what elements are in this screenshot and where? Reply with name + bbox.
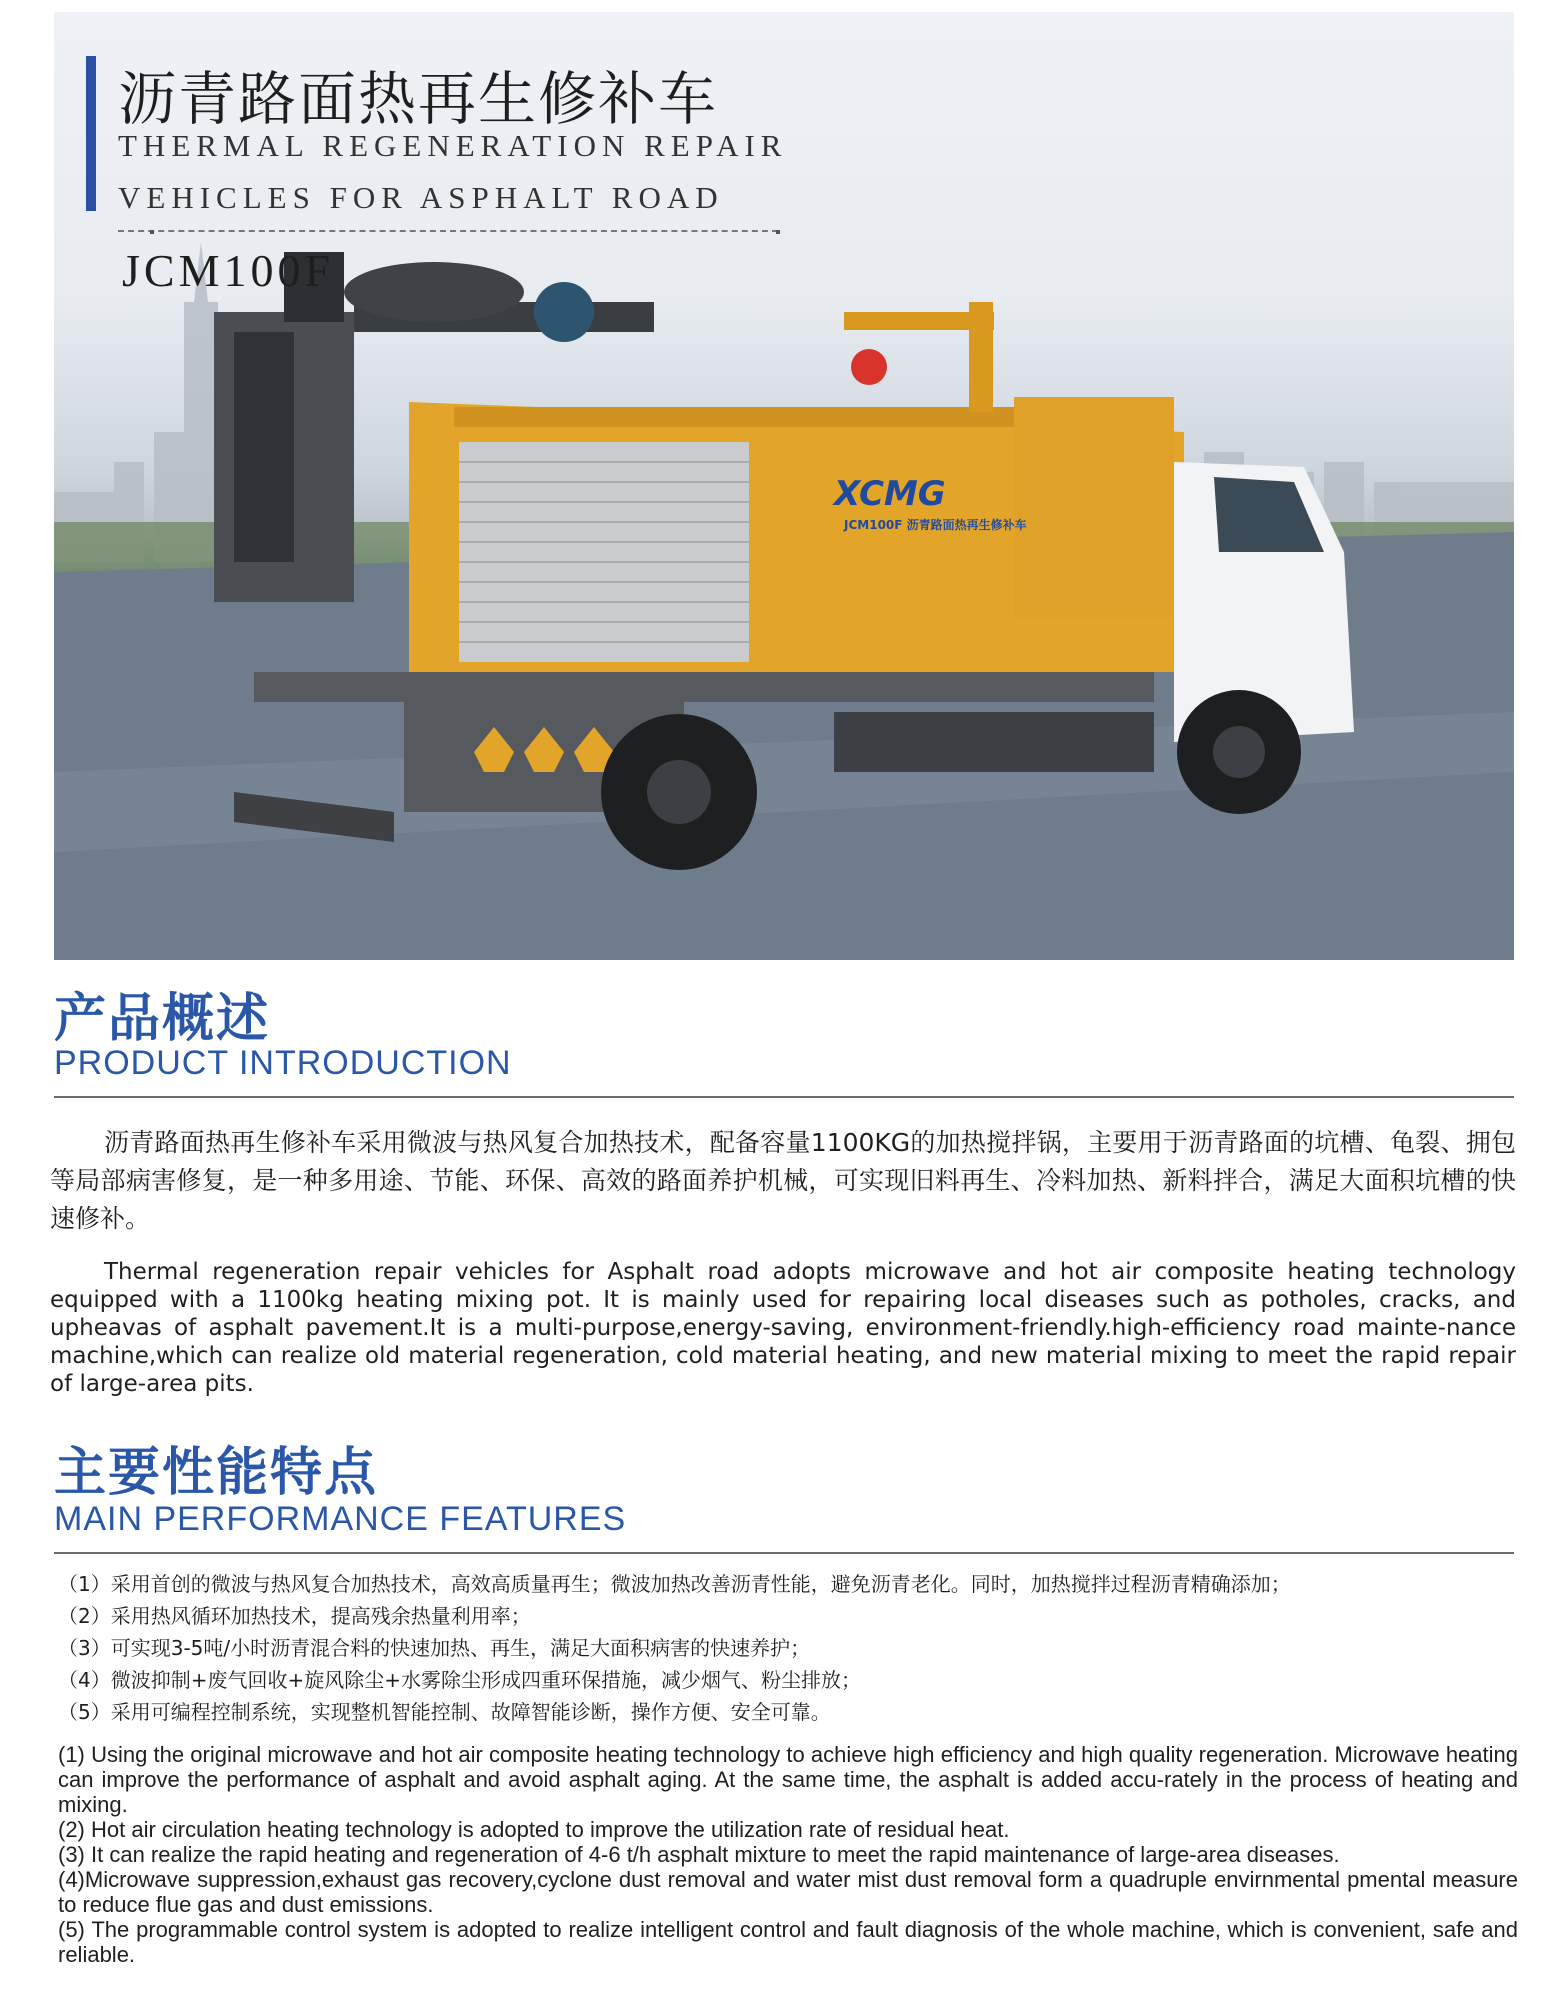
xcmg-logo: XCMG xyxy=(834,474,946,514)
feature-item-cn: （3）可实现3-5吨/小时沥青混合料的快速加热、再生，满足大面积病害的快速养护； xyxy=(58,1636,811,1660)
feature-item-cn: （2）采用热风循环加热技术，提高残余热量利用率； xyxy=(58,1604,531,1628)
roller-shutter xyxy=(459,442,749,662)
truck-model-plate: JCM100F 沥青路面热再生修补车 xyxy=(844,518,1027,532)
feature-item-cn: （4）微波抑制+废气回收+旋风除尘+水雾除尘形成四重环保措施，减少烟气、粉尘排放； xyxy=(58,1668,861,1692)
chassis xyxy=(254,672,1154,702)
feature-item-en: (1) Using the original microwave and hot air composite heating technology to achieve high efficiency and high quality regeneration. Microwave heating can improve the performance of asphalt and avoid asphalt aging. At the same time, the asphalt is added accu-rately in the process of heating and mixing. xyxy=(58,1742,1518,1817)
features-list-en xyxy=(58,1742,1518,1967)
feature-item-en: (2) Hot air circulation heating technology is adopted to improve the utilization rate of residual heat. xyxy=(58,1817,1010,1842)
intro-text-en: Thermal regeneration repair vehicles for Asphalt road adopts microwave and hot air composite heating technology equipped with a 1100kg heating mixing pot. It is mainly used for repairing local diseases such as potholes, cracks, and upheavas of asphalt pavement.It is a multi-purpose,energy-saving, environment-friendly.high-efficiency road mainte-nance machine,which can realize old material regeneration, cold material heating, and new material mixing to meet the rapid repair of large-area pits. xyxy=(50,1259,1516,1397)
features-heading-cn: 主要性能特点 xyxy=(54,1443,379,1503)
title-divider xyxy=(118,230,778,232)
intro-heading-cn: 产品概述 xyxy=(54,989,271,1049)
features-divider xyxy=(54,1552,1514,1554)
intro-text-cn: 沥青路面热再生修补车采用微波与热风复合加热技术，配备容量1100KG的加热搅拌锅，主要用于沥青路面的坑槽、龟裂、拥包等局部病害修复，是一种多用途、节能、环保、高效的路面养护机械，可实现旧料再生、冷料加热、新料拌合，满足大面积坑槽的快速修补。 xyxy=(50,1128,1516,1233)
title-accent-bar xyxy=(86,56,96,211)
model-number: JCM100F xyxy=(122,245,335,296)
features-list-cn xyxy=(58,1568,1291,1728)
divider-dot xyxy=(776,230,780,234)
feature-item-en: (5) The programmable control system is adopted to realize intelligent control and fault diagnosis of the whole machine, which is convenient, safe and reliable. xyxy=(58,1917,1518,1967)
intro-heading-en: PRODUCT INTRODUCTION xyxy=(54,1044,512,1082)
page-title-en-line1: THERMAL REGENERATION REPAIR xyxy=(118,128,788,163)
page-title-en-line2: VEHICLES FOR ASPHALT ROAD xyxy=(118,180,724,215)
page-title-cn: 沥青路面热再生修补车 xyxy=(118,65,719,133)
feature-item-en: (3) It can realize the rapid heating and regeneration of 4-6 t/h asphalt mixture to meet the rapid maintenance of large-area diseases. xyxy=(58,1842,1340,1867)
divider-dot xyxy=(150,230,154,234)
feature-item-cn: （1）采用首创的微波与热风复合加热技术，高效高质量再生；微波加热改善沥青性能，避免沥青老化。同时，加热搅拌过程沥青精确添加； xyxy=(58,1572,1291,1596)
features-heading-en: MAIN PERFORMANCE FEATURES xyxy=(54,1500,627,1538)
feature-item-en: (4)Microwave suppression,exhaust gas recovery,cyclone dust removal and water mist dust removal form a quadruple envirnmental pmental measure to reduce flue gas and dust emissions. xyxy=(58,1867,1518,1917)
feature-item-cn: （5）采用可编程控制系统，实现整机智能控制、故障智能诊断，操作方便、安全可靠。 xyxy=(58,1700,831,1724)
intro-divider xyxy=(54,1096,1514,1098)
